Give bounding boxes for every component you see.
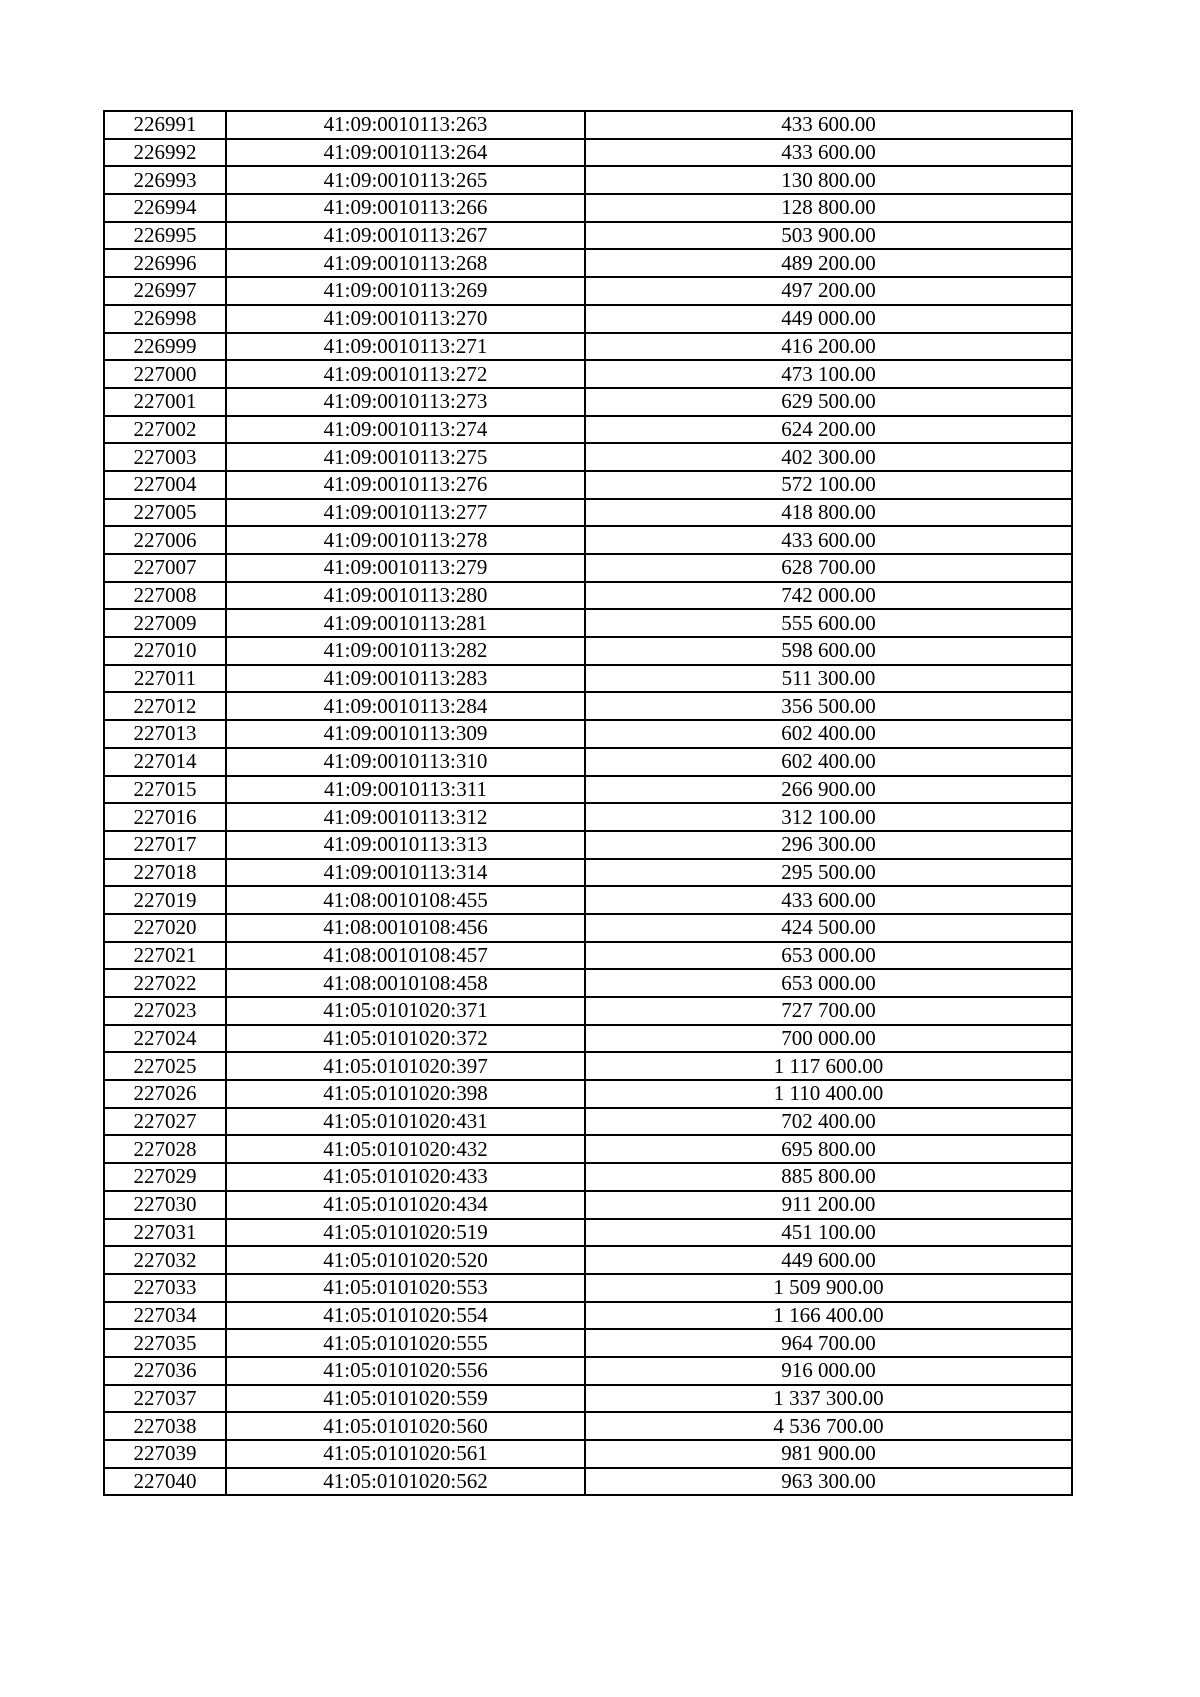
table-row bbox=[104, 1468, 1072, 1496]
table-row bbox=[104, 859, 1072, 887]
cadastral-number-cell: 41:09:0010113:267 bbox=[226, 222, 585, 250]
table-row bbox=[104, 1246, 1072, 1274]
cadastral-number-cell: 41:05:0101020:560 bbox=[226, 1412, 585, 1440]
cadastral-value-cell: 1 166 400.00 bbox=[585, 1302, 1072, 1330]
table-row bbox=[104, 1440, 1072, 1468]
table-row bbox=[104, 471, 1072, 499]
row-number-cell: 226997 bbox=[104, 277, 226, 305]
cadastral-value-cell: 963 300.00 bbox=[585, 1468, 1072, 1496]
cadastral-number-cell: 41:09:0010113:281 bbox=[226, 609, 585, 637]
table-row bbox=[104, 886, 1072, 914]
cadastral-number-cell: 41:05:0101020:520 bbox=[226, 1246, 585, 1274]
cadastral-value-cell: 1 117 600.00 bbox=[585, 1052, 1072, 1080]
cadastral-number-cell: 41:08:0010108:456 bbox=[226, 914, 585, 942]
table-row bbox=[104, 720, 1072, 748]
row-number-cell: 227040 bbox=[104, 1468, 226, 1496]
cadastral-number-cell: 41:05:0101020:433 bbox=[226, 1163, 585, 1191]
row-number-cell: 227039 bbox=[104, 1440, 226, 1468]
cadastral-number-cell: 41:09:0010113:312 bbox=[226, 803, 585, 831]
row-number-cell: 227011 bbox=[104, 665, 226, 693]
table-row bbox=[104, 609, 1072, 637]
table-row bbox=[104, 1412, 1072, 1440]
cadastral-value-cell: 449 600.00 bbox=[585, 1246, 1072, 1274]
cadastral-number-cell: 41:09:0010113:265 bbox=[226, 166, 585, 194]
cadastral-number-cell: 41:09:0010113:268 bbox=[226, 249, 585, 277]
row-number-cell: 227029 bbox=[104, 1163, 226, 1191]
table-row bbox=[104, 914, 1072, 942]
row-number-cell: 227016 bbox=[104, 803, 226, 831]
cadastral-number-cell: 41:09:0010113:277 bbox=[226, 499, 585, 527]
cadastral-number-cell: 41:09:0010113:314 bbox=[226, 859, 585, 887]
table-row bbox=[104, 333, 1072, 361]
cadastral-value-cell: 130 800.00 bbox=[585, 166, 1072, 194]
row-number-cell: 227018 bbox=[104, 859, 226, 887]
row-number-cell: 226994 bbox=[104, 194, 226, 222]
cadastral-value-cell: 449 000.00 bbox=[585, 305, 1072, 333]
cadastral-value-cell: 296 300.00 bbox=[585, 831, 1072, 859]
row-number-cell: 227001 bbox=[104, 388, 226, 416]
table-body bbox=[104, 111, 1072, 1495]
row-number-cell: 226991 bbox=[104, 111, 226, 139]
cadastral-value-cell: 128 800.00 bbox=[585, 194, 1072, 222]
row-number-cell: 227003 bbox=[104, 443, 226, 471]
cadastral-number-cell: 41:05:0101020:559 bbox=[226, 1385, 585, 1413]
row-number-cell: 227024 bbox=[104, 1025, 226, 1053]
table-row bbox=[104, 554, 1072, 582]
table-row bbox=[104, 1080, 1072, 1108]
row-number-cell: 227000 bbox=[104, 360, 226, 388]
table-row bbox=[104, 111, 1072, 139]
row-number-cell: 227038 bbox=[104, 1412, 226, 1440]
cadastral-number-cell: 41:05:0101020:398 bbox=[226, 1080, 585, 1108]
cadastral-value-cell: 295 500.00 bbox=[585, 859, 1072, 887]
table-row bbox=[104, 582, 1072, 610]
cadastral-value-cell: 266 900.00 bbox=[585, 776, 1072, 804]
cadastral-number-cell: 41:09:0010113:310 bbox=[226, 748, 585, 776]
cadastral-number-cell: 41:09:0010113:273 bbox=[226, 388, 585, 416]
row-number-cell: 227019 bbox=[104, 886, 226, 914]
cadastral-value-cell: 742 000.00 bbox=[585, 582, 1072, 610]
cadastral-value-cell: 511 300.00 bbox=[585, 665, 1072, 693]
row-number-cell: 227032 bbox=[104, 1246, 226, 1274]
cadastral-value-cell: 572 100.00 bbox=[585, 471, 1072, 499]
cadastral-number-cell: 41:09:0010113:272 bbox=[226, 360, 585, 388]
table-row bbox=[104, 1135, 1072, 1163]
cadastral-value-cell: 312 100.00 bbox=[585, 803, 1072, 831]
cadastral-number-cell: 41:08:0010108:455 bbox=[226, 886, 585, 914]
row-number-cell: 227013 bbox=[104, 720, 226, 748]
cadastral-number-cell: 41:05:0101020:371 bbox=[226, 997, 585, 1025]
table-row bbox=[104, 942, 1072, 970]
cadastral-value-cell: 695 800.00 bbox=[585, 1135, 1072, 1163]
cadastral-value-cell: 653 000.00 bbox=[585, 969, 1072, 997]
cadastral-value-cell: 503 900.00 bbox=[585, 222, 1072, 250]
cadastral-value-cell: 489 200.00 bbox=[585, 249, 1072, 277]
cadastral-value-cell: 4 536 700.00 bbox=[585, 1412, 1072, 1440]
cadastral-number-cell: 41:09:0010113:279 bbox=[226, 554, 585, 582]
cadastral-value-cell: 433 600.00 bbox=[585, 886, 1072, 914]
row-number-cell: 227009 bbox=[104, 609, 226, 637]
cadastral-value-cell: 1 337 300.00 bbox=[585, 1385, 1072, 1413]
row-number-cell: 226992 bbox=[104, 139, 226, 167]
table-row bbox=[104, 499, 1072, 527]
cadastral-number-cell: 41:05:0101020:561 bbox=[226, 1440, 585, 1468]
table-row bbox=[104, 526, 1072, 554]
row-number-cell: 227034 bbox=[104, 1302, 226, 1330]
cadastral-number-cell: 41:05:0101020:431 bbox=[226, 1108, 585, 1136]
cadastral-value-cell: 418 800.00 bbox=[585, 499, 1072, 527]
row-number-cell: 226995 bbox=[104, 222, 226, 250]
table-row bbox=[104, 388, 1072, 416]
row-number-cell: 227033 bbox=[104, 1274, 226, 1302]
table-row bbox=[104, 997, 1072, 1025]
table-row bbox=[104, 1163, 1072, 1191]
cadastral-value-cell: 964 700.00 bbox=[585, 1329, 1072, 1357]
cadastral-value-cell: 1 110 400.00 bbox=[585, 1080, 1072, 1108]
table-row bbox=[104, 305, 1072, 333]
cadastral-value-cell: 555 600.00 bbox=[585, 609, 1072, 637]
table-row bbox=[104, 1357, 1072, 1385]
cadastral-value-cell: 433 600.00 bbox=[585, 139, 1072, 167]
cadastral-value-cell: 416 200.00 bbox=[585, 333, 1072, 361]
table-row bbox=[104, 1274, 1072, 1302]
cadastral-value-cell: 402 300.00 bbox=[585, 443, 1072, 471]
table-row bbox=[104, 139, 1072, 167]
table-row bbox=[104, 1052, 1072, 1080]
row-number-cell: 227008 bbox=[104, 582, 226, 610]
cadastral-value-cell: 602 400.00 bbox=[585, 748, 1072, 776]
table-row bbox=[104, 1302, 1072, 1330]
table-row bbox=[104, 1191, 1072, 1219]
row-number-cell: 227007 bbox=[104, 554, 226, 582]
cadastral-number-cell: 41:05:0101020:554 bbox=[226, 1302, 585, 1330]
row-number-cell: 227015 bbox=[104, 776, 226, 804]
table-row bbox=[104, 443, 1072, 471]
cadastral-number-cell: 41:05:0101020:553 bbox=[226, 1274, 585, 1302]
row-number-cell: 227026 bbox=[104, 1080, 226, 1108]
cadastral-number-cell: 41:09:0010113:266 bbox=[226, 194, 585, 222]
table-row bbox=[104, 416, 1072, 444]
row-number-cell: 227037 bbox=[104, 1385, 226, 1413]
cadastral-number-cell: 41:08:0010108:457 bbox=[226, 942, 585, 970]
cadastral-value-cell: 451 100.00 bbox=[585, 1219, 1072, 1247]
cadastral-number-cell: 41:05:0101020:434 bbox=[226, 1191, 585, 1219]
cadastral-number-cell: 41:09:0010113:269 bbox=[226, 277, 585, 305]
cadastral-value-cell: 702 400.00 bbox=[585, 1108, 1072, 1136]
row-number-cell: 226993 bbox=[104, 166, 226, 194]
table-row bbox=[104, 748, 1072, 776]
table-row bbox=[104, 831, 1072, 859]
row-number-cell: 227020 bbox=[104, 914, 226, 942]
cadastral-value-cell: 433 600.00 bbox=[585, 111, 1072, 139]
cadastral-value-cell: 433 600.00 bbox=[585, 526, 1072, 554]
table-row bbox=[104, 969, 1072, 997]
cadastral-number-cell: 41:09:0010113:274 bbox=[226, 416, 585, 444]
cadastral-number-cell: 41:05:0101020:372 bbox=[226, 1025, 585, 1053]
cadastral-value-cell: 700 000.00 bbox=[585, 1025, 1072, 1053]
cadastral-value-cell: 628 700.00 bbox=[585, 554, 1072, 582]
cadastral-number-cell: 41:09:0010113:284 bbox=[226, 692, 585, 720]
cadastral-number-cell: 41:05:0101020:556 bbox=[226, 1357, 585, 1385]
cadastral-number-cell: 41:09:0010113:282 bbox=[226, 637, 585, 665]
cadastral-value-cell: 602 400.00 bbox=[585, 720, 1072, 748]
table-row bbox=[104, 194, 1072, 222]
table-row bbox=[104, 1025, 1072, 1053]
table-row bbox=[104, 277, 1072, 305]
table-row bbox=[104, 166, 1072, 194]
row-number-cell: 227012 bbox=[104, 692, 226, 720]
row-number-cell: 226998 bbox=[104, 305, 226, 333]
cadastral-number-cell: 41:09:0010113:313 bbox=[226, 831, 585, 859]
cadastral-value-cell: 624 200.00 bbox=[585, 416, 1072, 444]
cadastral-value-cell: 1 509 900.00 bbox=[585, 1274, 1072, 1302]
cadastral-number-cell: 41:05:0101020:519 bbox=[226, 1219, 585, 1247]
cadastral-value-cell: 473 100.00 bbox=[585, 360, 1072, 388]
cadastral-number-cell: 41:08:0010108:458 bbox=[226, 969, 585, 997]
table-row bbox=[104, 1329, 1072, 1357]
cadastral-number-cell: 41:05:0101020:432 bbox=[226, 1135, 585, 1163]
table-row bbox=[104, 1385, 1072, 1413]
cadastral-number-cell: 41:05:0101020:562 bbox=[226, 1468, 585, 1496]
cadastral-value-table bbox=[103, 110, 1073, 1496]
cadastral-number-cell: 41:09:0010113:309 bbox=[226, 720, 585, 748]
cadastral-number-cell: 41:09:0010113:283 bbox=[226, 665, 585, 693]
row-number-cell: 227002 bbox=[104, 416, 226, 444]
cadastral-number-cell: 41:09:0010113:275 bbox=[226, 443, 585, 471]
cadastral-value-cell: 497 200.00 bbox=[585, 277, 1072, 305]
row-number-cell: 226999 bbox=[104, 333, 226, 361]
table-row bbox=[104, 803, 1072, 831]
table-row bbox=[104, 360, 1072, 388]
cadastral-value-cell: 424 500.00 bbox=[585, 914, 1072, 942]
row-number-cell: 227010 bbox=[104, 637, 226, 665]
row-number-cell: 227017 bbox=[104, 831, 226, 859]
table-row bbox=[104, 222, 1072, 250]
cadastral-number-cell: 41:09:0010113:311 bbox=[226, 776, 585, 804]
table-row bbox=[104, 637, 1072, 665]
table-row bbox=[104, 776, 1072, 804]
row-number-cell: 227030 bbox=[104, 1191, 226, 1219]
row-number-cell: 227023 bbox=[104, 997, 226, 1025]
cadastral-value-cell: 885 800.00 bbox=[585, 1163, 1072, 1191]
table-row bbox=[104, 249, 1072, 277]
row-number-cell: 227021 bbox=[104, 942, 226, 970]
row-number-cell: 227005 bbox=[104, 499, 226, 527]
row-number-cell: 227014 bbox=[104, 748, 226, 776]
cadastral-number-cell: 41:05:0101020:555 bbox=[226, 1329, 585, 1357]
row-number-cell: 227028 bbox=[104, 1135, 226, 1163]
cadastral-number-cell: 41:09:0010113:278 bbox=[226, 526, 585, 554]
row-number-cell: 227025 bbox=[104, 1052, 226, 1080]
cadastral-number-cell: 41:09:0010113:271 bbox=[226, 333, 585, 361]
table-row bbox=[104, 665, 1072, 693]
cadastral-value-cell: 356 500.00 bbox=[585, 692, 1072, 720]
table-row bbox=[104, 1219, 1072, 1247]
row-number-cell: 227027 bbox=[104, 1108, 226, 1136]
cadastral-number-cell: 41:09:0010113:263 bbox=[226, 111, 585, 139]
cadastral-value-cell: 916 000.00 bbox=[585, 1357, 1072, 1385]
row-number-cell: 226996 bbox=[104, 249, 226, 277]
cadastral-value-cell: 653 000.00 bbox=[585, 942, 1072, 970]
row-number-cell: 227036 bbox=[104, 1357, 226, 1385]
table-row bbox=[104, 1108, 1072, 1136]
cadastral-number-cell: 41:09:0010113:276 bbox=[226, 471, 585, 499]
cadastral-number-cell: 41:09:0010113:280 bbox=[226, 582, 585, 610]
table-row bbox=[104, 692, 1072, 720]
cadastral-value-cell: 911 200.00 bbox=[585, 1191, 1072, 1219]
row-number-cell: 227022 bbox=[104, 969, 226, 997]
cadastral-number-cell: 41:09:0010113:270 bbox=[226, 305, 585, 333]
cadastral-value-cell: 629 500.00 bbox=[585, 388, 1072, 416]
cadastral-value-cell: 598 600.00 bbox=[585, 637, 1072, 665]
row-number-cell: 227006 bbox=[104, 526, 226, 554]
cadastral-value-cell: 981 900.00 bbox=[585, 1440, 1072, 1468]
cadastral-number-cell: 41:09:0010113:264 bbox=[226, 139, 585, 167]
cadastral-number-cell: 41:05:0101020:397 bbox=[226, 1052, 585, 1080]
row-number-cell: 227031 bbox=[104, 1219, 226, 1247]
row-number-cell: 227004 bbox=[104, 471, 226, 499]
row-number-cell: 227035 bbox=[104, 1329, 226, 1357]
cadastral-value-cell: 727 700.00 bbox=[585, 997, 1072, 1025]
